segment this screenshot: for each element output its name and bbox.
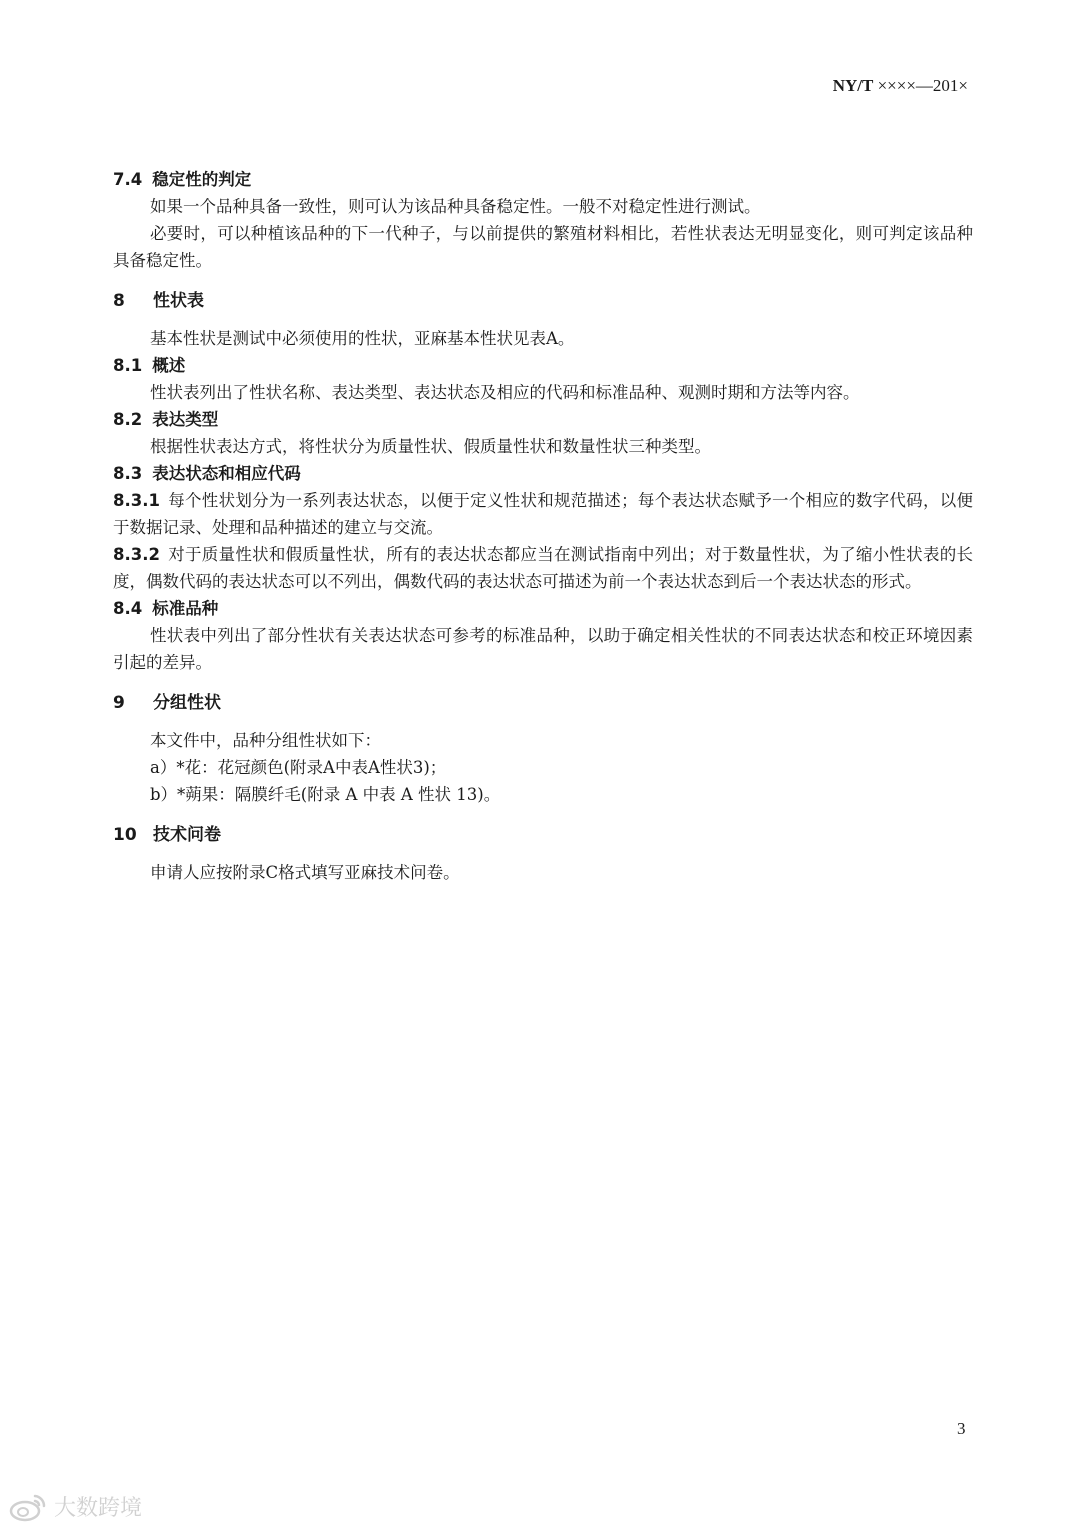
paragraph-10-1: 申请人应按附录C格式填写亚麻技术问卷。 xyxy=(150,863,460,882)
clause-8-3-2: 8.3.2 对于质量性状和假质量性状，所有的表达状态都应当在测试指南中列出；对于数量性状，为了缩小性状表的长度，偶数代码的表达状态可以不列出，偶数代码的表达状态可描述为前一个表达状态到后一个表达状态的形式。 xyxy=(113,545,973,591)
heading-8-2: 8.2 表达类型 xyxy=(113,410,219,429)
list-item-a: a）*花：花冠颜色(附录A中表A性状3)； xyxy=(150,758,447,777)
list-item-b: b）*蒴果：隔膜纤毛(附录 A 中表 A 性状 13)。 xyxy=(150,785,501,804)
heading-10: 10 技术问卷 xyxy=(113,825,221,845)
paragraph-8-1-1: 性状表列出了性状名称、表达类型、表达状态及相应的代码和标准品种、观测时期和方法等内容。 xyxy=(150,383,860,402)
clause-8-3-1: 8.3.1 每个性状划分为一系列表达状态，以便于定义性状和规范描述；每个表达状态赋予一个相应的数字代码，以便于数据记录、处理和品种描述的建立与交流。 xyxy=(113,491,973,537)
weibo-logo-icon xyxy=(8,1492,48,1522)
standard-code-suffix: ××××—201× xyxy=(873,76,968,95)
paragraph-8-4-1: 性状表中列出了部分性状有关表达状态可参考的标准品种，以助于确定相关性状的不同表达状态和校正环境因素引起的差异。 xyxy=(113,626,973,672)
standard-code-prefix: NY/T xyxy=(832,76,874,95)
heading-9: 9 分组性状 xyxy=(113,693,221,713)
heading-8-3: 8.3 表达状态和相应代码 xyxy=(113,464,301,483)
document-body xyxy=(113,166,973,886)
paragraph-7-4-1: 如果一个品种具备一致性，则可认为该品种具备稳定性。一般不对稳定性进行测试。 xyxy=(150,197,761,216)
paragraph-9-1: 本文件中，品种分组性状如下： xyxy=(150,731,381,750)
standard-code xyxy=(833,76,968,96)
heading-8: 8 性状表 xyxy=(113,291,204,311)
heading-8-4: 8.4 标准品种 xyxy=(113,599,219,618)
page-number: 3 xyxy=(957,1419,966,1438)
heading-7-4: 7.4 稳定性的判定 xyxy=(113,170,252,189)
paragraph-8-2-1: 根据性状表达方式，将性状分为质量性状、假质量性状和数量性状三种类型。 xyxy=(150,437,711,456)
watermark-text: 大数跨境 xyxy=(54,1496,143,1521)
heading-8-1: 8.1 概述 xyxy=(113,356,186,375)
watermark xyxy=(8,1491,142,1522)
paragraph-8-1: 基本性状是测试中必须使用的性状，亚麻基本性状见表A。 xyxy=(150,329,575,348)
paragraph-7-4-2: 必要时，可以种植该品种的下一代种子，与以前提供的繁殖材料相比，若性状表达无明显变化，则可判定该品种具备稳定性。 xyxy=(113,224,973,270)
